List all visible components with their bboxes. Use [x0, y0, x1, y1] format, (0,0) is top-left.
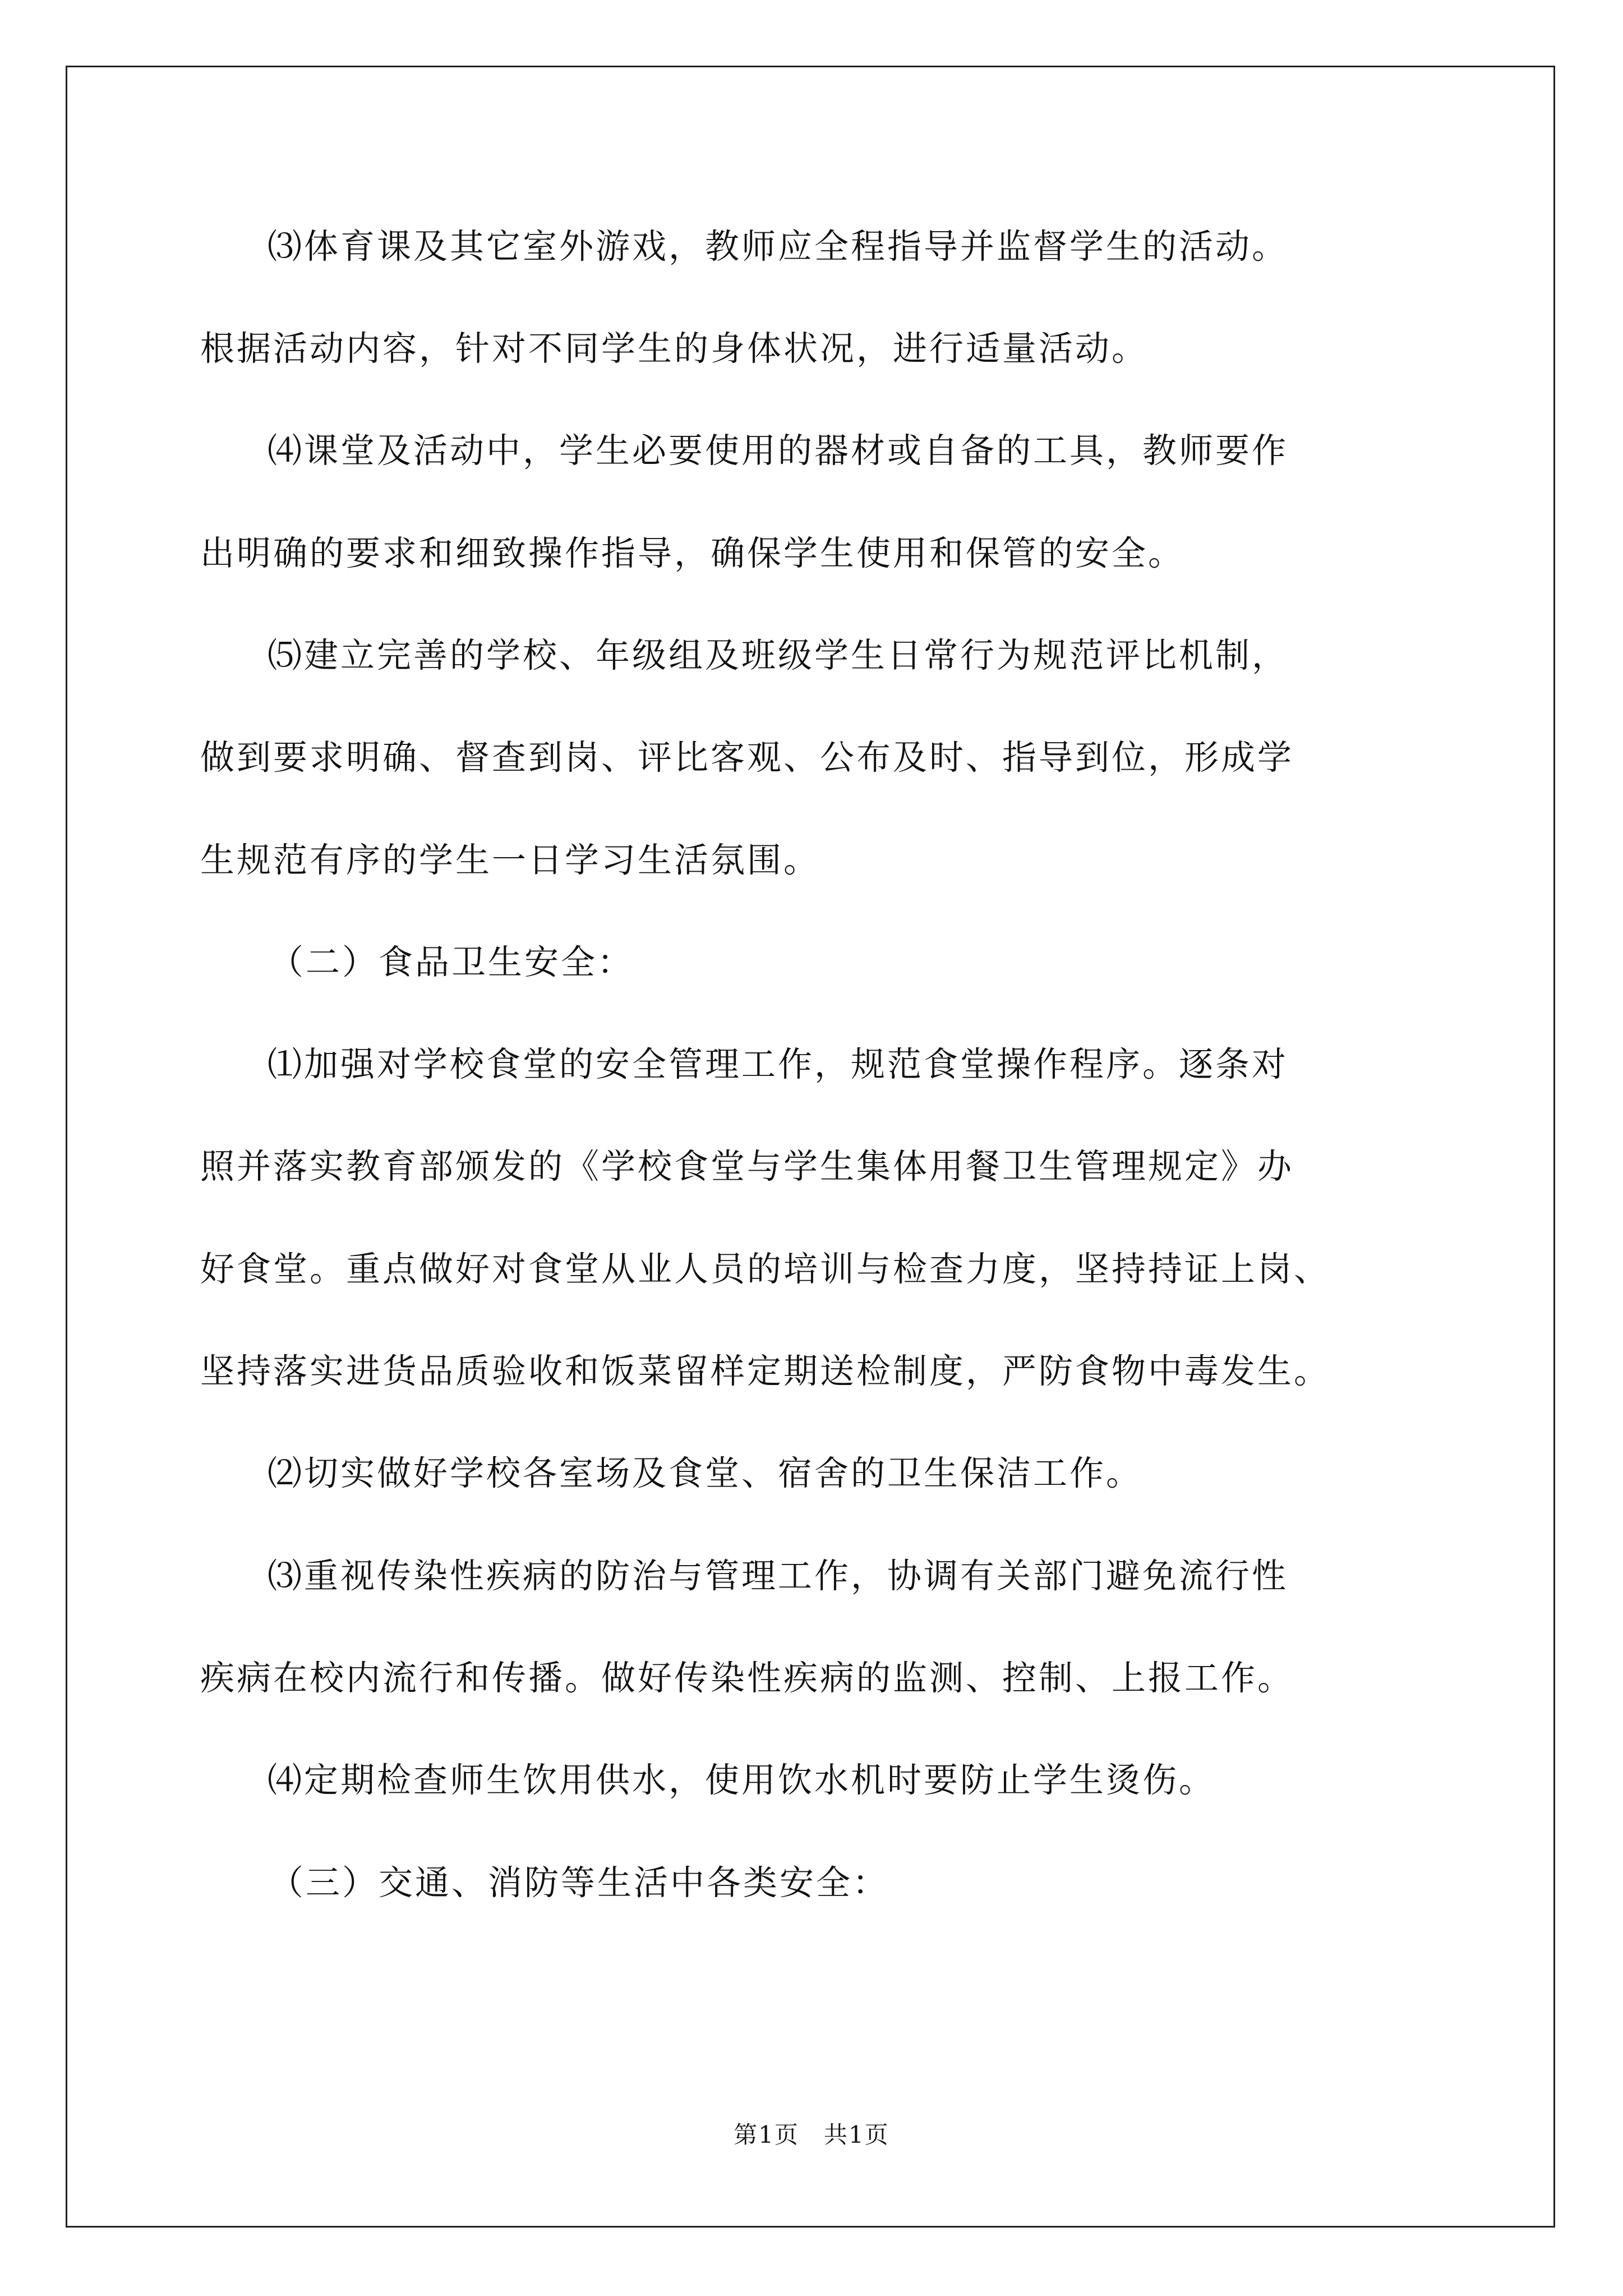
text-line: 根据活动内容，针对不同学生的身体状况，进行适量活动。 — [200, 329, 1149, 369]
text-line: 坚持落实进货品质验收和饭菜留样定期送检制度，严防食物中毒发生。 — [200, 1351, 1331, 1391]
text-line: 好食堂。重点做好对食堂从业人员的培训与检查力度，坚持持证上岗、 — [200, 1249, 1331, 1289]
text-line: ⑷课堂及活动中，学生必要使用的器材或自备的工具，教师要作 — [268, 431, 1289, 471]
text-line: 疾病在校内流行和传播。做好传染性疾病的监测、控制、上报工作。 — [200, 1658, 1294, 1698]
text-line: ⑵切实做好学校各室场及食堂、宿舍的卫生保洁工作。 — [268, 1453, 1143, 1493]
section-heading: （三）交通、消防等生活中各类安全： — [269, 1863, 889, 1903]
text-line: ⑶重视传染性疾病的防治与管理工作，协调有关部门避免流行性 — [268, 1556, 1289, 1596]
text-line: 照并落实教育部颁发的《学校食堂与学生集体用餐卫生管理规定》办 — [200, 1147, 1294, 1186]
text-line: 出明确的要求和细致操作指导，确保学生使用和保管的安全。 — [200, 533, 1185, 573]
text-line: ⑸建立完善的学校、年级组及班级学生日常行为规范评比机制， — [268, 636, 1289, 675]
text-line: 生规范有序的学生一日学习生活氛围。 — [200, 840, 820, 880]
text-line: ⑷定期检查师生饮用供水，使用饮水机时要防止学生烫伤。 — [268, 1760, 1216, 1800]
page-footer: 第1页 共1页 — [734, 2121, 889, 2148]
text-line: ⑶体育课及其它室外游戏，教师应全程指导并监督学生的活动。 — [268, 227, 1289, 266]
text-line: 做到要求明确、督查到岗、评比客观、公布及时、指导到位，形成学 — [200, 738, 1294, 777]
section-heading: （二）食品卫生安全： — [269, 942, 634, 982]
text-line: ⑴加强对学校食堂的安全管理工作，规范食堂操作程序。逐条对 — [268, 1045, 1289, 1084]
